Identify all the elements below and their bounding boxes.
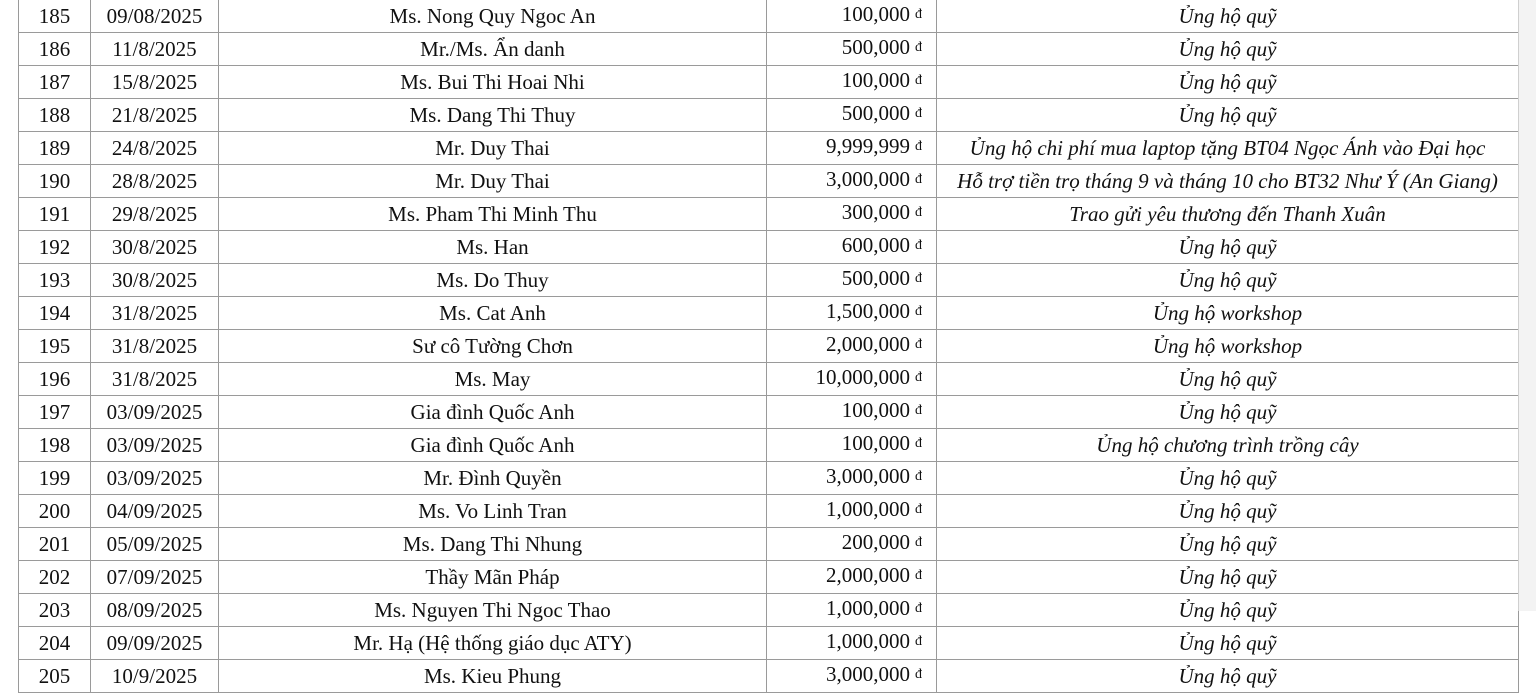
donor-name-cell-text: Ms. Nguyen Thi Ngoc Thao [374, 598, 611, 622]
row-number-cell-text: 195 [38, 334, 71, 358]
table-row [19, 396, 1519, 429]
table-row [19, 363, 1519, 396]
date-cell-text: 09/08/2025 [106, 4, 203, 28]
row-number-cell-text: 205 [38, 664, 71, 688]
donation-table [18, 0, 1519, 693]
note-cell[interactable] [937, 99, 1519, 132]
date-cell[interactable] [91, 231, 219, 264]
note-cell-text: Ủng hộ chương trình trồng cây [1096, 433, 1359, 457]
currency-symbol: đ [915, 601, 922, 616]
donor-name-cell[interactable] [219, 627, 767, 660]
note-cell-text: Ủng hộ quỹ [1178, 4, 1277, 28]
date-cell-text: 31/8/2025 [111, 301, 198, 325]
amount-cell[interactable] [767, 561, 937, 594]
date-cell-text: 03/09/2025 [106, 466, 203, 490]
note-cell-text: Ủng hộ quỹ [1178, 532, 1277, 556]
donor-name-cell[interactable] [219, 561, 767, 594]
donor-name-cell[interactable] [219, 264, 767, 297]
amount-cell-text: 1,500,000 [826, 299, 910, 323]
donor-name-cell[interactable] [219, 0, 767, 33]
date-cell[interactable] [91, 528, 219, 561]
donor-name-cell-text: Ms. Han [456, 235, 529, 259]
date-cell[interactable] [91, 33, 219, 66]
date-cell-text: 07/09/2025 [106, 565, 203, 589]
currency-symbol: đ [915, 370, 922, 385]
donor-name-cell-text: Ms. Nong Quy Ngoc An [389, 4, 596, 28]
amount-cell[interactable] [767, 66, 937, 99]
donor-name-cell-text: Gia đình Quốc Anh [410, 433, 575, 457]
note-cell-text: Ủng hộ workshop [1152, 334, 1303, 358]
donor-name-cell[interactable] [219, 231, 767, 264]
date-cell[interactable] [91, 99, 219, 132]
date-cell[interactable] [91, 363, 219, 396]
amount-cell-text: 1,000,000 [826, 497, 910, 521]
row-number-cell[interactable] [19, 198, 91, 231]
note-cell[interactable] [937, 627, 1519, 660]
amount-cell-text: 3,000,000 [826, 662, 910, 686]
note-cell-text: Ủng hộ quỹ [1178, 598, 1277, 622]
amount-cell[interactable] [767, 594, 937, 627]
date-cell-text: 24/8/2025 [111, 136, 198, 160]
amount-cell-text: 2,000,000 [826, 332, 910, 356]
row-number-cell-text: 188 [38, 103, 71, 127]
amount-cell[interactable] [767, 330, 937, 363]
donor-name-cell[interactable] [219, 660, 767, 693]
amount-cell[interactable] [767, 231, 937, 264]
row-number-cell[interactable] [19, 264, 91, 297]
date-cell-text: 10/9/2025 [111, 664, 198, 688]
note-cell[interactable] [937, 561, 1519, 594]
amount-cell-text: 3,000,000 [826, 167, 910, 191]
date-cell[interactable] [91, 198, 219, 231]
note-cell-text: Hỗ trợ tiền trọ tháng 9 và tháng 10 cho BT32 Như Ý (An Giang) [957, 169, 1498, 193]
row-number-cell-text: 194 [38, 301, 71, 325]
row-number-cell-text: 185 [38, 4, 71, 28]
row-number-cell[interactable] [19, 495, 91, 528]
amount-cell-text: 200,000 [841, 530, 910, 554]
table-row [19, 660, 1519, 693]
date-cell-text: 30/8/2025 [111, 235, 198, 259]
date-cell-text: 08/09/2025 [106, 598, 203, 622]
amount-cell[interactable] [767, 99, 937, 132]
row-number-cell[interactable] [19, 297, 91, 330]
currency-symbol: đ [915, 535, 922, 550]
currency-symbol: đ [915, 436, 922, 451]
amount-cell[interactable] [767, 528, 937, 561]
table-row [19, 132, 1519, 165]
donor-name-cell-text: Ms. Do Thuy [436, 268, 549, 292]
date-cell-text: 03/09/2025 [106, 400, 203, 424]
date-cell[interactable] [91, 264, 219, 297]
row-number-cell-text: 203 [38, 598, 71, 622]
note-cell-text: Ủng hộ quỹ [1178, 103, 1277, 127]
vertical-scrollbar[interactable] [1518, 0, 1536, 611]
donor-name-cell[interactable] [219, 99, 767, 132]
row-number-cell[interactable] [19, 660, 91, 693]
donor-name-cell-text: Thầy Mãn Pháp [425, 565, 560, 589]
currency-symbol: đ [915, 271, 922, 286]
table-row [19, 264, 1519, 297]
donor-name-cell-text: Ms. May [454, 367, 531, 391]
donor-name-cell-text: Mr. Hạ (Hệ thống giáo dục ATY) [353, 631, 632, 655]
date-cell-text: 15/8/2025 [111, 70, 198, 94]
date-cell[interactable] [91, 297, 219, 330]
currency-symbol: đ [915, 469, 922, 484]
amount-cell[interactable] [767, 429, 937, 462]
date-cell-text: 21/8/2025 [111, 103, 198, 127]
amount-cell-text: 500,000 [841, 101, 910, 125]
donor-name-cell-text: Ms. Vo Linh Tran [418, 499, 567, 523]
date-cell-text: 11/8/2025 [112, 37, 197, 61]
row-number-cell-text: 189 [38, 136, 71, 160]
note-cell[interactable] [937, 66, 1519, 99]
donor-name-cell[interactable] [219, 462, 767, 495]
date-cell-text: 31/8/2025 [111, 367, 198, 391]
row-number-cell-text: 200 [38, 499, 71, 523]
note-cell-text: Ủng hộ quỹ [1178, 631, 1277, 655]
donor-name-cell-text: Gia đình Quốc Anh [410, 400, 575, 424]
amount-cell[interactable] [767, 165, 937, 198]
table-row [19, 462, 1519, 495]
date-cell[interactable] [91, 165, 219, 198]
note-cell-text: Ủng hộ quỹ [1178, 565, 1277, 589]
amount-cell-text: 2,000,000 [826, 563, 910, 587]
amount-cell-text: 1,000,000 [826, 629, 910, 653]
donor-name-cell-text: Ms. Dang Thi Thuy [409, 103, 576, 127]
amount-cell[interactable] [767, 297, 937, 330]
date-cell-text: 31/8/2025 [111, 334, 198, 358]
note-cell[interactable] [937, 396, 1519, 429]
date-cell[interactable] [91, 0, 219, 33]
amount-cell[interactable] [767, 198, 937, 231]
amount-cell-text: 9,999,999 [826, 134, 910, 158]
date-cell[interactable] [91, 330, 219, 363]
table-row [19, 99, 1519, 132]
note-cell[interactable] [937, 528, 1519, 561]
table-row [19, 165, 1519, 198]
currency-symbol: đ [915, 502, 922, 517]
currency-symbol: đ [915, 238, 922, 253]
row-number-cell-text: 199 [38, 466, 71, 490]
date-cell[interactable] [91, 462, 219, 495]
row-number-cell-text: 204 [38, 631, 71, 655]
amount-cell-text: 300,000 [841, 200, 910, 224]
currency-symbol: đ [915, 7, 922, 22]
table-row [19, 594, 1519, 627]
note-cell-text: Ủng hộ chi phí mua laptop tặng BT04 Ngọc Ánh vào Đại học [969, 136, 1486, 160]
amount-cell-text: 3,000,000 [826, 464, 910, 488]
amount-cell-text: 600,000 [841, 233, 910, 257]
row-number-cell[interactable] [19, 627, 91, 660]
table-row [19, 66, 1519, 99]
amount-cell[interactable] [767, 627, 937, 660]
amount-cell-text: 100,000 [841, 68, 910, 92]
row-number-cell-text: 191 [38, 202, 71, 226]
amount-cell[interactable] [767, 660, 937, 693]
amount-cell[interactable] [767, 264, 937, 297]
donor-name-cell[interactable] [219, 594, 767, 627]
row-number-cell-text: 202 [38, 565, 71, 589]
row-number-cell[interactable] [19, 396, 91, 429]
donor-name-cell-text: Mr. Duy Thai [435, 169, 550, 193]
note-cell-text: Ủng hộ quỹ [1178, 664, 1277, 688]
currency-symbol: đ [915, 139, 922, 154]
table-row [19, 231, 1519, 264]
date-cell-text: 29/8/2025 [111, 202, 198, 226]
row-number-cell[interactable] [19, 561, 91, 594]
amount-cell[interactable] [767, 495, 937, 528]
donor-name-cell-text: Mr. Duy Thai [435, 136, 550, 160]
note-cell[interactable] [937, 198, 1519, 231]
row-number-cell[interactable] [19, 429, 91, 462]
note-cell-text: Ủng hộ quỹ [1178, 367, 1277, 391]
date-cell[interactable] [91, 594, 219, 627]
row-number-cell[interactable] [19, 528, 91, 561]
note-cell-text: Ủng hộ quỹ [1178, 466, 1277, 490]
note-cell[interactable] [937, 165, 1519, 198]
donor-name-cell-text: Ms. Dang Thi Nhung [402, 532, 583, 556]
row-number-cell-text: 201 [38, 532, 71, 556]
note-cell[interactable] [937, 594, 1519, 627]
amount-cell[interactable] [767, 132, 937, 165]
note-cell[interactable] [937, 660, 1519, 693]
note-cell[interactable] [937, 231, 1519, 264]
note-cell[interactable] [937, 363, 1519, 396]
note-cell-text: Ủng hộ quỹ [1178, 70, 1277, 94]
row-number-cell[interactable] [19, 99, 91, 132]
note-cell-text: Trao gửi yêu thương đến Thanh Xuân [1069, 202, 1386, 226]
donor-name-cell[interactable] [219, 198, 767, 231]
amount-cell[interactable] [767, 396, 937, 429]
donor-name-cell[interactable] [219, 363, 767, 396]
amount-cell-text: 500,000 [841, 35, 910, 59]
table-row [19, 330, 1519, 363]
table-row [19, 627, 1519, 660]
date-cell[interactable] [91, 495, 219, 528]
amount-cell-text: 10,000,000 [815, 365, 910, 389]
note-cell-text: Ủng hộ quỹ [1178, 37, 1277, 61]
amount-cell[interactable] [767, 0, 937, 33]
currency-symbol: đ [915, 304, 922, 319]
row-number-cell[interactable] [19, 330, 91, 363]
amount-cell-text: 100,000 [841, 398, 910, 422]
donor-name-cell-text: Mr. Đình Quyền [423, 466, 562, 490]
date-cell-text: 28/8/2025 [111, 169, 198, 193]
currency-symbol: đ [915, 172, 922, 187]
amount-cell-text: 1,000,000 [826, 596, 910, 620]
date-cell[interactable] [91, 66, 219, 99]
date-cell-text: 09/09/2025 [106, 631, 203, 655]
amount-cell[interactable] [767, 33, 937, 66]
date-cell[interactable] [91, 660, 219, 693]
donor-name-cell-text: Ms. Cat Anh [439, 301, 546, 325]
row-number-cell[interactable] [19, 66, 91, 99]
date-cell-text: 05/09/2025 [106, 532, 203, 556]
date-cell[interactable] [91, 396, 219, 429]
currency-symbol: đ [915, 568, 922, 583]
row-number-cell-text: 196 [38, 367, 71, 391]
currency-symbol: đ [915, 403, 922, 418]
table-row [19, 198, 1519, 231]
row-number-cell-text: 193 [38, 268, 71, 292]
date-cell-text: 04/09/2025 [106, 499, 203, 523]
note-cell[interactable] [937, 330, 1519, 363]
table-row [19, 297, 1519, 330]
currency-symbol: đ [915, 40, 922, 55]
note-cell[interactable] [937, 297, 1519, 330]
donor-name-cell-text: Sư cô Tường Chơn [412, 334, 573, 358]
note-cell[interactable] [937, 429, 1519, 462]
row-number-cell[interactable] [19, 33, 91, 66]
donor-name-cell-text: Ms. Kieu Phung [423, 664, 562, 688]
currency-symbol: đ [915, 337, 922, 352]
date-cell[interactable] [91, 627, 219, 660]
donor-name-cell[interactable] [219, 429, 767, 462]
amount-cell-text: 100,000 [841, 431, 910, 455]
note-cell-text: Ủng hộ quỹ [1178, 499, 1277, 523]
currency-symbol: đ [915, 634, 922, 649]
table-row [19, 0, 1519, 33]
row-number-cell-text: 186 [38, 37, 71, 61]
row-number-cell[interactable] [19, 594, 91, 627]
donor-name-cell[interactable] [219, 165, 767, 198]
note-cell[interactable] [937, 495, 1519, 528]
donor-name-cell[interactable] [219, 132, 767, 165]
row-number-cell-text: 198 [38, 433, 71, 457]
table-row [19, 561, 1519, 594]
note-cell-text: Ủng hộ quỹ [1178, 268, 1277, 292]
currency-symbol: đ [915, 667, 922, 682]
table-row [19, 33, 1519, 66]
row-number-cell-text: 187 [38, 70, 71, 94]
date-cell-text: 30/8/2025 [111, 268, 198, 292]
row-number-cell[interactable] [19, 231, 91, 264]
table-row [19, 429, 1519, 462]
table-row [19, 528, 1519, 561]
donor-name-cell[interactable] [219, 297, 767, 330]
table-row [19, 495, 1519, 528]
note-cell[interactable] [937, 0, 1519, 33]
row-number-cell-text: 190 [38, 169, 71, 193]
donor-name-cell-text: Ms. Bui Thi Hoai Nhi [400, 70, 585, 94]
date-cell[interactable] [91, 429, 219, 462]
currency-symbol: đ [915, 106, 922, 121]
currency-symbol: đ [915, 73, 922, 88]
note-cell[interactable] [937, 264, 1519, 297]
note-cell[interactable] [937, 462, 1519, 495]
donor-name-cell[interactable] [219, 396, 767, 429]
note-cell[interactable] [937, 33, 1519, 66]
donor-name-cell-text: Mr./Ms. Ẩn danh [420, 37, 565, 61]
donor-name-cell[interactable] [219, 330, 767, 363]
donor-name-cell[interactable] [219, 528, 767, 561]
note-cell-text: Ủng hộ quỹ [1178, 235, 1277, 259]
donor-name-cell[interactable] [219, 66, 767, 99]
row-number-cell-text: 192 [38, 235, 71, 259]
donor-name-cell[interactable] [219, 33, 767, 66]
amount-cell[interactable] [767, 363, 937, 396]
row-number-cell[interactable] [19, 0, 91, 33]
note-cell[interactable] [937, 132, 1519, 165]
amount-cell-text: 100,000 [841, 2, 910, 26]
note-cell-text: Ủng hộ workshop [1152, 301, 1303, 325]
note-cell-text: Ủng hộ quỹ [1178, 400, 1277, 424]
row-number-cell[interactable] [19, 132, 91, 165]
donor-name-cell-text: Ms. Pham Thi Minh Thu [388, 202, 597, 226]
amount-cell[interactable] [767, 462, 937, 495]
date-cell[interactable] [91, 561, 219, 594]
row-number-cell-text: 197 [38, 400, 71, 424]
row-number-cell[interactable] [19, 165, 91, 198]
row-number-cell[interactable] [19, 363, 91, 396]
date-cell[interactable] [91, 132, 219, 165]
row-number-cell[interactable] [19, 462, 91, 495]
date-cell-text: 03/09/2025 [106, 433, 203, 457]
currency-symbol: đ [915, 205, 922, 220]
amount-cell-text: 500,000 [841, 266, 910, 290]
donor-name-cell[interactable] [219, 495, 767, 528]
